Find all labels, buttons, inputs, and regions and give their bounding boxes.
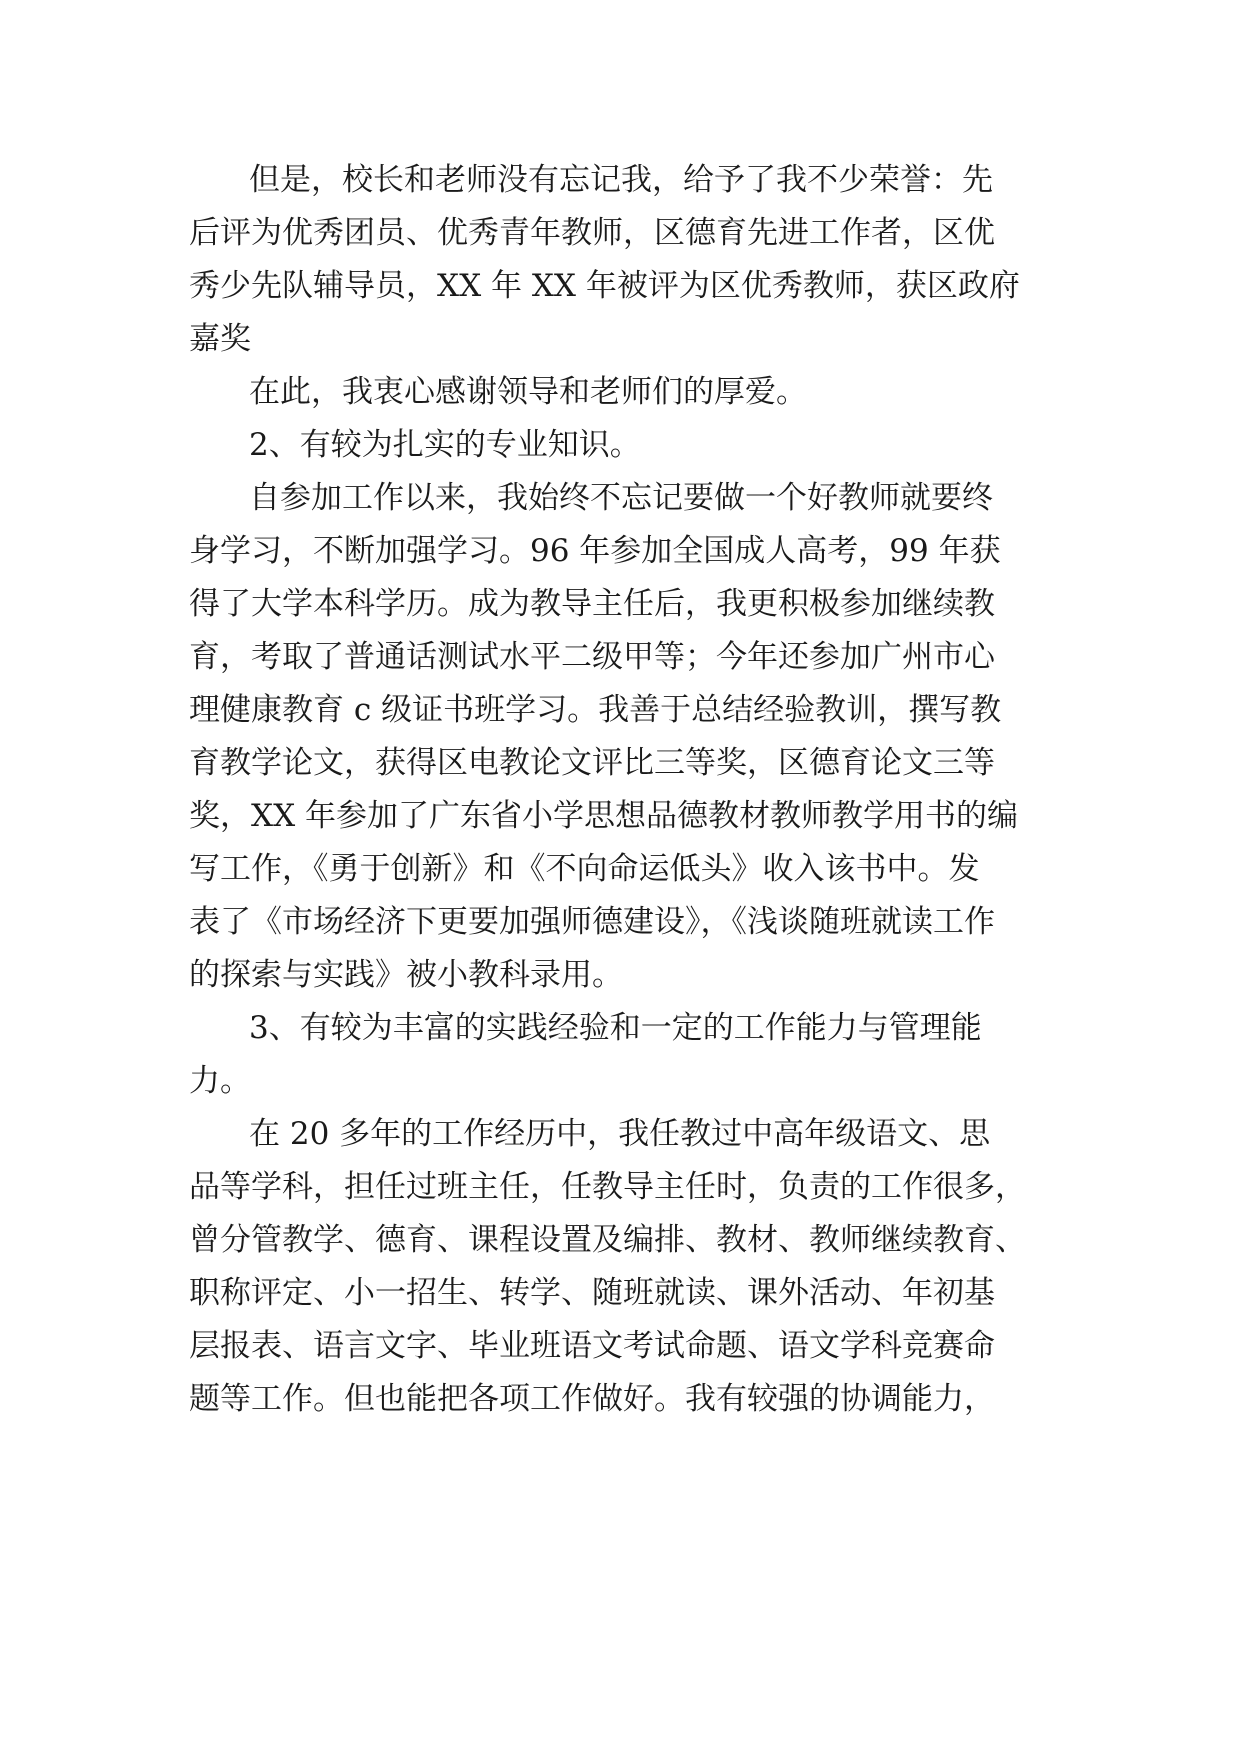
- text-line: 曾分管教学、德育、课程设置及编排、教材、教师继续教育、: [189, 1222, 1026, 1258]
- text-line: 题等工作。但也能把各项工作做好。我有较强的协调能力，: [189, 1381, 995, 1417]
- text-line: 后评为优秀团员、优秀青年教师，区德育先进工作者，区优: [189, 215, 995, 251]
- text-line: 自参加工作以来，我始终不忘记要做一个好教师就要终: [249, 480, 993, 516]
- text-line: 秀少先队辅导员，XX 年 XX 年被评为区优秀教师，获区政府: [189, 268, 1020, 304]
- text-line: 品等学科，担任过班主任，任教导主任时，负责的工作很多，: [189, 1169, 1026, 1205]
- text-line: 育教学论文，获得区电教论文评比三等奖，区德育论文三等: [189, 745, 995, 781]
- text-line: 理健康教育 c 级证书班学习。我善于总结经验教训，撰写教: [189, 692, 1002, 728]
- section-heading: 3、有较为丰富的实践经验和一定的工作能力与管理能: [249, 1010, 982, 1046]
- text-line: 在此，我衷心感谢领导和老师们的厚爱。: [249, 374, 807, 410]
- text-line: 职称评定、小一招生、转学、随班就读、课外活动、年初基: [189, 1275, 995, 1311]
- section-heading: 2、有较为扎实的专业知识。: [249, 427, 641, 463]
- text-line: 身学习，不断加强学习。96 年参加全国成人高考，99 年获: [189, 533, 1001, 569]
- text-line: 嘉奖: [189, 321, 251, 357]
- text-line: 奖，XX 年参加了广东省小学思想品德教材教师教学用书的编: [189, 798, 1018, 834]
- text-line: 育，考取了普通话测试水平二级甲等；今年还参加广州市心: [189, 639, 995, 675]
- text-line: 层报表、语言文字、毕业班语文考试命题、语文学科竞赛命: [189, 1328, 995, 1364]
- text-line: 写工作，《勇于创新》和《不向命运低头》收入该书中。发: [189, 851, 980, 887]
- text-line: 在 20 多年的工作经历中，我任教过中高年级语文、思: [249, 1116, 991, 1152]
- text-line: 的探索与实践》被小教科录用。: [189, 957, 623, 993]
- section-heading: 力。: [189, 1063, 251, 1099]
- text-line: 表了《市场经济下更要加强师德建设》，《浅谈随班就读工作: [189, 904, 995, 940]
- text-line: 但是，校长和老师没有忘记我，给予了我不少荣誉：先: [249, 162, 993, 198]
- text-line: 得了大学本科学历。成为教导主任后，我更积极参加继续教: [189, 586, 995, 622]
